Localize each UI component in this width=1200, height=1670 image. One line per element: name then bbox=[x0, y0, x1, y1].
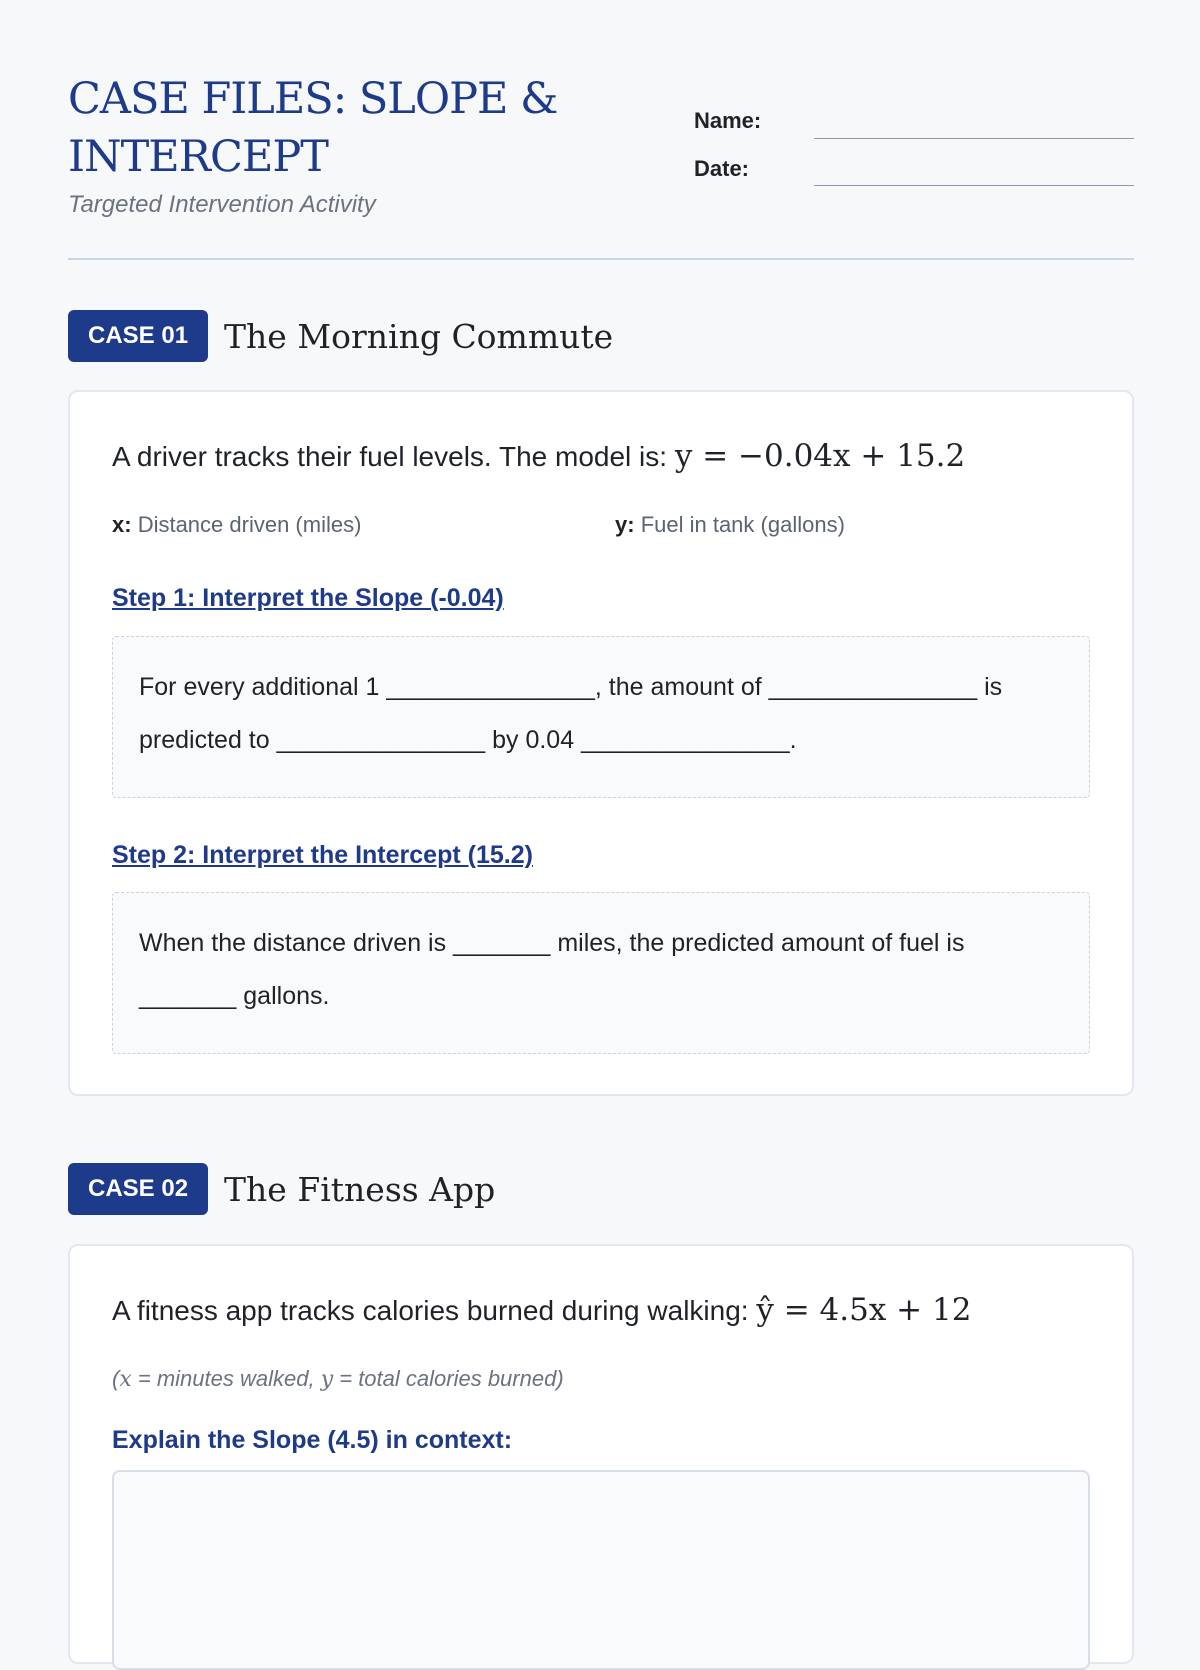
step-1-title: Step 1: Interpret the Slope (-0.04) bbox=[112, 584, 504, 612]
y-variable-label: y: bbox=[615, 512, 635, 537]
note-y-desc: = total calories burned) bbox=[333, 1366, 564, 1391]
step-1-line-2: predicted to _______________ by 0.04 _______________. bbox=[139, 726, 797, 754]
step-1-line-1: For every additional 1 _______________, the amount of _______________ is bbox=[139, 673, 1003, 701]
case-02-equation: ŷ = 4.5x + 12 bbox=[756, 1292, 972, 1328]
worksheet-header bbox=[68, 0, 1134, 260]
slope-explanation-input[interactable] bbox=[112, 1470, 1090, 1670]
case-01-heading bbox=[68, 310, 613, 362]
case-01-badge: CASE 01 bbox=[68, 310, 208, 362]
worksheet-page bbox=[68, 0, 1134, 1454]
note-y-var: y bbox=[320, 1367, 334, 1392]
step-2-title: Step 2: Interpret the Intercept (15.2) bbox=[112, 841, 533, 869]
step-2-line-2: _______ gallons. bbox=[139, 982, 330, 1010]
case-02-title: The Fitness App bbox=[224, 1169, 496, 1209]
date-label: Date: bbox=[694, 156, 750, 181]
x-variable-label: x: bbox=[112, 512, 132, 537]
case-02-card bbox=[68, 1244, 1134, 1664]
case-01-equation: y = −0.04x + 15.2 bbox=[674, 438, 966, 474]
name-label: Name: bbox=[694, 108, 762, 133]
case-02-prompt bbox=[112, 1292, 971, 1328]
page-title: CASE FILES: SLOPE & INTERCEPT bbox=[68, 74, 558, 182]
case-01-prompt-text: A driver tracks their fuel levels. The model is: bbox=[112, 441, 668, 472]
note-x-var: x bbox=[119, 1367, 132, 1392]
case-02-variable-note bbox=[112, 1366, 564, 1392]
case-02-question: Explain the Slope (4.5) in context: bbox=[112, 1426, 513, 1454]
step-1-fill-box[interactable] bbox=[112, 636, 1090, 798]
case-01-prompt bbox=[112, 438, 965, 474]
case-01-x-variable bbox=[112, 512, 361, 538]
x-variable-desc: Distance driven (miles) bbox=[137, 512, 362, 537]
note-x-desc: = minutes walked, bbox=[131, 1366, 321, 1391]
step-2-line-1: When the distance driven is _______ miles, the predicted amount of fuel is bbox=[139, 929, 965, 957]
page-subtitle: Targeted Intervention Activity bbox=[68, 191, 376, 218]
y-variable-desc: Fuel in tank (gallons) bbox=[640, 512, 845, 537]
name-field[interactable] bbox=[814, 138, 1134, 139]
case-01-y-variable bbox=[615, 512, 845, 538]
step-2-fill-box[interactable] bbox=[112, 892, 1090, 1054]
case-02-badge: CASE 02 bbox=[68, 1163, 208, 1215]
case-01-title: The Morning Commute bbox=[224, 316, 614, 356]
case-01-card bbox=[68, 390, 1134, 1096]
case-02-heading bbox=[68, 1163, 495, 1215]
date-field[interactable] bbox=[814, 185, 1134, 186]
case-02-prompt-text: A fitness app tracks calories burned during walking: bbox=[112, 1295, 749, 1326]
note-open-paren: ( bbox=[112, 1366, 120, 1391]
